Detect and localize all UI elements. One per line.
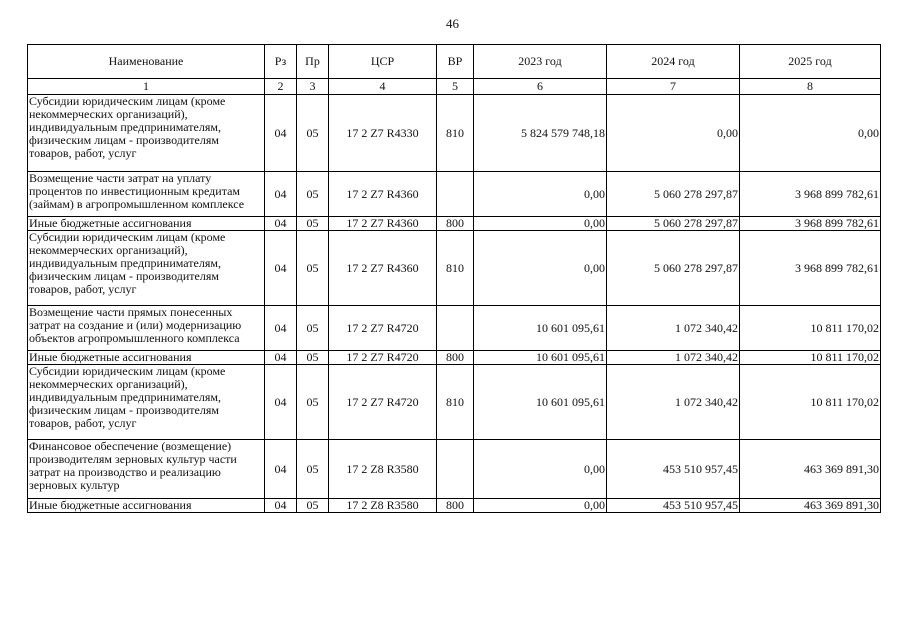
row-rz: 04: [265, 172, 297, 217]
table-row: [28, 231, 881, 306]
row-name: Иные бюджетные ассигнования: [28, 499, 265, 513]
row-csr: 17 2 Z8 R3580: [329, 499, 437, 513]
row-csr: 17 2 Z7 R4330: [329, 95, 437, 172]
row-rz: 04: [265, 217, 297, 231]
row-rz: 04: [265, 95, 297, 172]
row-2024: 453 510 957,45: [607, 440, 740, 499]
row-2025: 463 369 891,30: [740, 440, 881, 499]
row-rz: 04: [265, 440, 297, 499]
row-csr: 17 2 Z8 R3580: [329, 440, 437, 499]
row-pr: 05: [297, 306, 329, 351]
budget-table: [27, 44, 881, 513]
row-2023: 0,00: [474, 231, 607, 306]
row-2024: 0,00: [607, 95, 740, 172]
header-vr: ВР: [437, 45, 474, 79]
row-csr: 17 2 Z7 R4360: [329, 231, 437, 306]
row-2024: 5 060 278 297,87: [607, 217, 740, 231]
table-row: [28, 499, 881, 513]
column-number: 8: [740, 79, 881, 95]
header-name: Наименование: [28, 45, 265, 79]
row-2024: 1 072 340,42: [607, 351, 740, 365]
row-name: Иные бюджетные ассигнования: [28, 351, 265, 365]
row-2024: 1 072 340,42: [607, 306, 740, 351]
row-pr: 05: [297, 95, 329, 172]
row-2025: 10 811 170,02: [740, 365, 881, 440]
table-row: [28, 172, 881, 217]
row-2023: 10 601 095,61: [474, 306, 607, 351]
row-name: Иные бюджетные ассигнования: [28, 217, 265, 231]
column-number: 6: [474, 79, 607, 95]
row-pr: 05: [297, 499, 329, 513]
row-2025: 0,00: [740, 95, 881, 172]
row-rz: 04: [265, 499, 297, 513]
row-2023: 5 824 579 748,18: [474, 95, 607, 172]
column-number: 2: [265, 79, 297, 95]
row-vr: [437, 440, 474, 499]
row-2025: 3 968 899 782,61: [740, 217, 881, 231]
row-2023: 0,00: [474, 172, 607, 217]
row-csr: 17 2 Z7 R4360: [329, 172, 437, 217]
row-2024: 1 072 340,42: [607, 365, 740, 440]
row-rz: 04: [265, 365, 297, 440]
row-2023: 0,00: [474, 217, 607, 231]
header-2025: 2025 год: [740, 45, 881, 79]
row-name: Субсидии юридическим лицам (кроме некоммерческих организаций), индивидуальным предпринимателям, физическим лицам - производителям товаров, работ, услуг: [28, 365, 265, 440]
row-vr: 800: [437, 217, 474, 231]
row-vr: 800: [437, 351, 474, 365]
header-csr: ЦСР: [329, 45, 437, 79]
header-row: [28, 45, 881, 79]
header-pr: Пр: [297, 45, 329, 79]
row-2024: 453 510 957,45: [607, 499, 740, 513]
row-2025: 3 968 899 782,61: [740, 172, 881, 217]
row-rz: 04: [265, 231, 297, 306]
column-number: 3: [297, 79, 329, 95]
header-rz: Рз: [265, 45, 297, 79]
column-number: 7: [607, 79, 740, 95]
row-vr: 810: [437, 95, 474, 172]
row-2024: 5 060 278 297,87: [607, 231, 740, 306]
row-pr: 05: [297, 172, 329, 217]
table-row: [28, 217, 881, 231]
row-2023: 0,00: [474, 440, 607, 499]
row-2025: 10 811 170,02: [740, 306, 881, 351]
table-row: [28, 306, 881, 351]
table-row: [28, 95, 881, 172]
column-number: 1: [28, 79, 265, 95]
page-number: 46: [446, 16, 459, 31]
row-name: Субсидии юридическим лицам (кроме некоммерческих организаций), индивидуальным предпринимателям, физическим лицам - производителям товаров, работ, услуг: [28, 231, 265, 306]
row-vr: [437, 172, 474, 217]
row-vr: [437, 306, 474, 351]
row-name: Субсидии юридическим лицам (кроме некоммерческих организаций), индивидуальным предпринимателям, физическим лицам - производителям товаров, работ, услуг: [28, 95, 265, 172]
row-pr: 05: [297, 440, 329, 499]
row-2025: 463 369 891,30: [740, 499, 881, 513]
header-2023: 2023 год: [474, 45, 607, 79]
row-2025: 3 968 899 782,61: [740, 231, 881, 306]
column-number: 5: [437, 79, 474, 95]
header-2024: 2024 год: [607, 45, 740, 79]
row-name: Возмещение части прямых понесенных затрат на создание и (или) модернизацию объектов агропромышленного комплекса: [28, 306, 265, 351]
row-2023: 0,00: [474, 499, 607, 513]
row-2025: 10 811 170,02: [740, 351, 881, 365]
table-row: [28, 351, 881, 365]
row-csr: 17 2 Z7 R4720: [329, 365, 437, 440]
row-vr: 800: [437, 499, 474, 513]
row-pr: 05: [297, 351, 329, 365]
row-name: Финансовое обеспечение (возмещение) производителям зерновых культур части затрат на производство и реализацию зерновых культур: [28, 440, 265, 499]
row-csr: 17 2 Z7 R4720: [329, 351, 437, 365]
table-row: [28, 365, 881, 440]
row-csr: 17 2 Z7 R4360: [329, 217, 437, 231]
row-vr: 810: [437, 365, 474, 440]
row-pr: 05: [297, 365, 329, 440]
row-2024: 5 060 278 297,87: [607, 172, 740, 217]
column-number-row: [28, 79, 881, 95]
row-name: Возмещение части затрат на уплату процентов по инвестиционным кредитам (займам) в агропромышленном комплексе: [28, 172, 265, 217]
row-rz: 04: [265, 351, 297, 365]
row-pr: 05: [297, 231, 329, 306]
row-2023: 10 601 095,61: [474, 351, 607, 365]
row-2023: 10 601 095,61: [474, 365, 607, 440]
row-pr: 05: [297, 217, 329, 231]
row-vr: 810: [437, 231, 474, 306]
row-rz: 04: [265, 306, 297, 351]
column-number: 4: [329, 79, 437, 95]
table-row: [28, 440, 881, 499]
row-csr: 17 2 Z7 R4720: [329, 306, 437, 351]
